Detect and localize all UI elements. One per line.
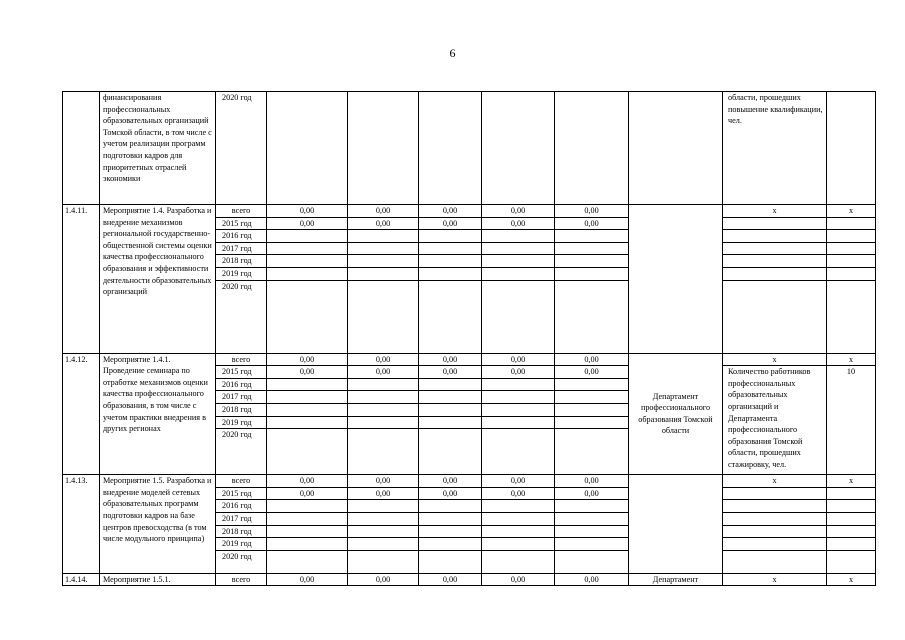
value-cell bbox=[419, 512, 482, 525]
value-cell bbox=[267, 550, 348, 573]
value-cell bbox=[482, 429, 555, 475]
value-cell bbox=[555, 267, 629, 280]
value-cell bbox=[348, 242, 419, 255]
value-cell: 0,00 bbox=[419, 573, 482, 586]
target-value-cell bbox=[827, 500, 876, 513]
indicator-cell bbox=[723, 538, 827, 551]
value-cell bbox=[267, 525, 348, 538]
value-cell: 0,00 bbox=[348, 205, 419, 218]
indicator-cell bbox=[723, 525, 827, 538]
value-cell bbox=[348, 550, 419, 573]
target-value-cell bbox=[827, 487, 876, 500]
year-cell: 2020 год bbox=[216, 429, 267, 475]
value-cell bbox=[348, 391, 419, 404]
year-cell: 2018 год bbox=[216, 403, 267, 416]
value-cell: 0,00 bbox=[419, 475, 482, 488]
activity-name-cell: Мероприятие 1.4. Разработка и внедрение механизмов региональной государственно-общественной системы оценки качества профессионального образования и эффективности деятельности образовательных организаций bbox=[100, 205, 216, 354]
year-cell: 2015 год bbox=[216, 487, 267, 500]
row-number-cell: 1.4.11. bbox=[63, 205, 100, 354]
target-value-cell bbox=[827, 525, 876, 538]
table-row bbox=[63, 475, 876, 488]
value-cell bbox=[348, 512, 419, 525]
value-cell: 0,00 bbox=[419, 487, 482, 500]
value-cell bbox=[348, 267, 419, 280]
target-value-cell bbox=[827, 267, 876, 280]
target-value-cell: x bbox=[827, 353, 876, 366]
target-value-cell: x bbox=[827, 205, 876, 218]
indicator-cell bbox=[723, 550, 827, 573]
value-cell bbox=[267, 280, 348, 353]
value-cell bbox=[419, 391, 482, 404]
indicator-cell: x bbox=[723, 205, 827, 218]
value-cell: 0,00 bbox=[267, 353, 348, 366]
value-cell: 0,00 bbox=[419, 205, 482, 218]
value-cell bbox=[267, 403, 348, 416]
value-cell: 0,00 bbox=[267, 487, 348, 500]
target-value-cell bbox=[827, 512, 876, 525]
value-cell bbox=[482, 500, 555, 513]
year-cell: 2020 год bbox=[216, 92, 267, 205]
target-value-cell bbox=[827, 230, 876, 243]
value-cell bbox=[267, 92, 348, 205]
table-row bbox=[63, 92, 876, 205]
target-value-cell bbox=[827, 242, 876, 255]
year-cell: всего bbox=[216, 573, 267, 586]
value-cell bbox=[267, 378, 348, 391]
value-cell bbox=[419, 280, 482, 353]
value-cell: 0,00 bbox=[555, 205, 629, 218]
year-cell: 2016 год bbox=[216, 230, 267, 243]
page-number: 6 bbox=[449, 46, 456, 60]
indicator-cell bbox=[723, 500, 827, 513]
value-cell bbox=[348, 280, 419, 353]
year-cell: 2015 год bbox=[216, 366, 267, 379]
value-cell: 0,00 bbox=[348, 366, 419, 379]
value-cell bbox=[419, 242, 482, 255]
value-cell: 0,00 bbox=[482, 217, 555, 230]
value-cell: 0,00 bbox=[555, 217, 629, 230]
value-cell bbox=[419, 267, 482, 280]
target-value-cell bbox=[827, 217, 876, 230]
value-cell bbox=[482, 416, 555, 429]
value-cell: 0,00 bbox=[555, 353, 629, 366]
value-cell: 0,00 bbox=[555, 487, 629, 500]
value-cell: 0,00 bbox=[555, 366, 629, 379]
value-cell bbox=[419, 416, 482, 429]
indicator-cell bbox=[723, 267, 827, 280]
indicator-cell: Количество работников профессиональных образовательных организаций и Департамента профессионального образования Томской области, прошедших стажировку, чел. bbox=[723, 366, 827, 475]
indicator-cell bbox=[723, 242, 827, 255]
value-cell bbox=[555, 391, 629, 404]
value-cell bbox=[267, 512, 348, 525]
year-cell: 2016 год bbox=[216, 500, 267, 513]
year-cell: 2019 год bbox=[216, 267, 267, 280]
executor-cell bbox=[629, 475, 723, 574]
value-cell bbox=[419, 378, 482, 391]
row-number-cell: 1.4.13. bbox=[63, 475, 100, 574]
indicator-cell bbox=[723, 217, 827, 230]
value-cell: 0,00 bbox=[348, 217, 419, 230]
value-cell bbox=[348, 92, 419, 205]
target-value-cell: 10 bbox=[827, 366, 876, 475]
row-number-cell bbox=[63, 92, 100, 205]
value-cell bbox=[348, 525, 419, 538]
value-cell: 0,00 bbox=[482, 205, 555, 218]
value-cell bbox=[482, 242, 555, 255]
value-cell: 0,00 bbox=[482, 487, 555, 500]
target-value-cell: x bbox=[827, 573, 876, 586]
target-value-cell bbox=[827, 280, 876, 353]
value-cell bbox=[419, 550, 482, 573]
year-cell: 2017 год bbox=[216, 512, 267, 525]
indicator-cell bbox=[723, 255, 827, 268]
year-cell: 2017 год bbox=[216, 391, 267, 404]
year-cell: 2015 год bbox=[216, 217, 267, 230]
target-value-cell bbox=[827, 255, 876, 268]
value-cell bbox=[482, 391, 555, 404]
value-cell bbox=[555, 242, 629, 255]
value-cell bbox=[348, 230, 419, 243]
value-cell bbox=[482, 267, 555, 280]
value-cell bbox=[267, 230, 348, 243]
value-cell bbox=[419, 403, 482, 416]
value-cell bbox=[267, 391, 348, 404]
value-cell bbox=[482, 525, 555, 538]
table-row bbox=[63, 573, 876, 586]
value-cell bbox=[348, 500, 419, 513]
value-cell bbox=[555, 500, 629, 513]
indicator-cell: x bbox=[723, 353, 827, 366]
value-cell bbox=[482, 280, 555, 353]
value-cell: 0,00 bbox=[267, 217, 348, 230]
value-cell bbox=[348, 416, 419, 429]
year-cell: всего bbox=[216, 353, 267, 366]
year-cell: 2020 год bbox=[216, 280, 267, 353]
value-cell bbox=[348, 255, 419, 268]
value-cell bbox=[267, 255, 348, 268]
value-cell bbox=[419, 500, 482, 513]
value-cell bbox=[267, 416, 348, 429]
value-cell bbox=[555, 255, 629, 268]
indicator-cell: x bbox=[723, 475, 827, 488]
executor-cell bbox=[629, 205, 723, 354]
executor-cell: Департамент профессионального образования Томской области bbox=[629, 353, 723, 475]
value-cell: 0,00 bbox=[267, 366, 348, 379]
value-cell: 0,00 bbox=[267, 475, 348, 488]
indicator-cell bbox=[723, 230, 827, 243]
value-cell bbox=[482, 92, 555, 205]
indicator-cell bbox=[723, 512, 827, 525]
value-cell bbox=[555, 416, 629, 429]
value-cell bbox=[482, 403, 555, 416]
value-cell bbox=[482, 255, 555, 268]
value-cell bbox=[555, 230, 629, 243]
value-cell: 0,00 bbox=[482, 366, 555, 379]
target-value-cell bbox=[827, 550, 876, 573]
year-cell: 2019 год bbox=[216, 538, 267, 551]
value-cell bbox=[555, 550, 629, 573]
value-cell: 0,00 bbox=[419, 366, 482, 379]
value-cell bbox=[267, 538, 348, 551]
year-cell: 2017 год bbox=[216, 242, 267, 255]
value-cell: 0,00 bbox=[555, 475, 629, 488]
target-value-cell: x bbox=[827, 475, 876, 488]
target-value-cell bbox=[827, 92, 876, 205]
value-cell: 0,00 bbox=[482, 573, 555, 586]
value-cell: 0,00 bbox=[419, 353, 482, 366]
value-cell bbox=[555, 512, 629, 525]
value-cell bbox=[348, 538, 419, 551]
value-cell bbox=[419, 255, 482, 268]
activity-name-cell: финансирования профессиональных образовательных организаций Томской области, в том числе с учетом реализации программ подготовки кадров для приоритетных отраслей экономики bbox=[100, 92, 216, 205]
value-cell bbox=[348, 403, 419, 416]
row-number-cell: 1.4.12. bbox=[63, 353, 100, 475]
value-cell bbox=[482, 230, 555, 243]
value-cell: 0,00 bbox=[348, 573, 419, 586]
value-cell bbox=[555, 378, 629, 391]
value-cell bbox=[555, 538, 629, 551]
value-cell: 0,00 bbox=[267, 573, 348, 586]
value-cell bbox=[555, 403, 629, 416]
value-cell bbox=[267, 429, 348, 475]
row-number-cell: 1.4.14. bbox=[63, 573, 100, 586]
value-cell bbox=[419, 525, 482, 538]
value-cell bbox=[482, 512, 555, 525]
value-cell: 0,00 bbox=[555, 573, 629, 586]
value-cell bbox=[419, 429, 482, 475]
value-cell bbox=[555, 525, 629, 538]
value-cell bbox=[419, 230, 482, 243]
value-cell bbox=[267, 500, 348, 513]
year-cell: всего bbox=[216, 205, 267, 218]
target-value-cell bbox=[827, 538, 876, 551]
year-cell: 2018 год bbox=[216, 525, 267, 538]
year-cell: всего bbox=[216, 475, 267, 488]
value-cell: 0,00 bbox=[267, 205, 348, 218]
value-cell: 0,00 bbox=[482, 475, 555, 488]
year-cell: 2020 год bbox=[216, 550, 267, 573]
value-cell bbox=[555, 429, 629, 475]
value-cell bbox=[555, 280, 629, 353]
activity-name-cell: Мероприятие 1.5.1. bbox=[100, 573, 216, 586]
value-cell bbox=[348, 429, 419, 475]
year-cell: 2019 год bbox=[216, 416, 267, 429]
value-cell: 0,00 bbox=[348, 475, 419, 488]
program-activities-table bbox=[62, 91, 876, 586]
executor-cell: Департамент bbox=[629, 573, 723, 586]
value-cell bbox=[419, 538, 482, 551]
value-cell: 0,00 bbox=[348, 487, 419, 500]
executor-cell bbox=[629, 92, 723, 205]
value-cell bbox=[267, 267, 348, 280]
year-cell: 2018 год bbox=[216, 255, 267, 268]
value-cell bbox=[419, 92, 482, 205]
year-cell: 2016 год bbox=[216, 378, 267, 391]
activity-name-cell: Мероприятие 1.4.1. Проведение семинара по отработке механизмов оценки качества профессионального образования, в том числе с учетом практики внедрения в других регионах bbox=[100, 353, 216, 475]
value-cell: 0,00 bbox=[419, 217, 482, 230]
value-cell bbox=[482, 550, 555, 573]
value-cell: 0,00 bbox=[482, 353, 555, 366]
table-row bbox=[63, 353, 876, 366]
indicator-cell bbox=[723, 280, 827, 353]
indicator-cell: x bbox=[723, 573, 827, 586]
value-cell bbox=[482, 378, 555, 391]
indicator-cell bbox=[723, 487, 827, 500]
value-cell bbox=[348, 378, 419, 391]
value-cell bbox=[555, 92, 629, 205]
value-cell bbox=[267, 242, 348, 255]
value-cell: 0,00 bbox=[348, 353, 419, 366]
table-row bbox=[63, 205, 876, 218]
activity-name-cell: Мероприятие 1.5. Разработка и внедрение моделей сетевых образовательных программ подготовки кадров на базе центров превосходства (в том числе модульного принципа) bbox=[100, 475, 216, 574]
indicator-cell: области, прошедших повышение квалификации, чел. bbox=[723, 92, 827, 205]
value-cell bbox=[482, 538, 555, 551]
